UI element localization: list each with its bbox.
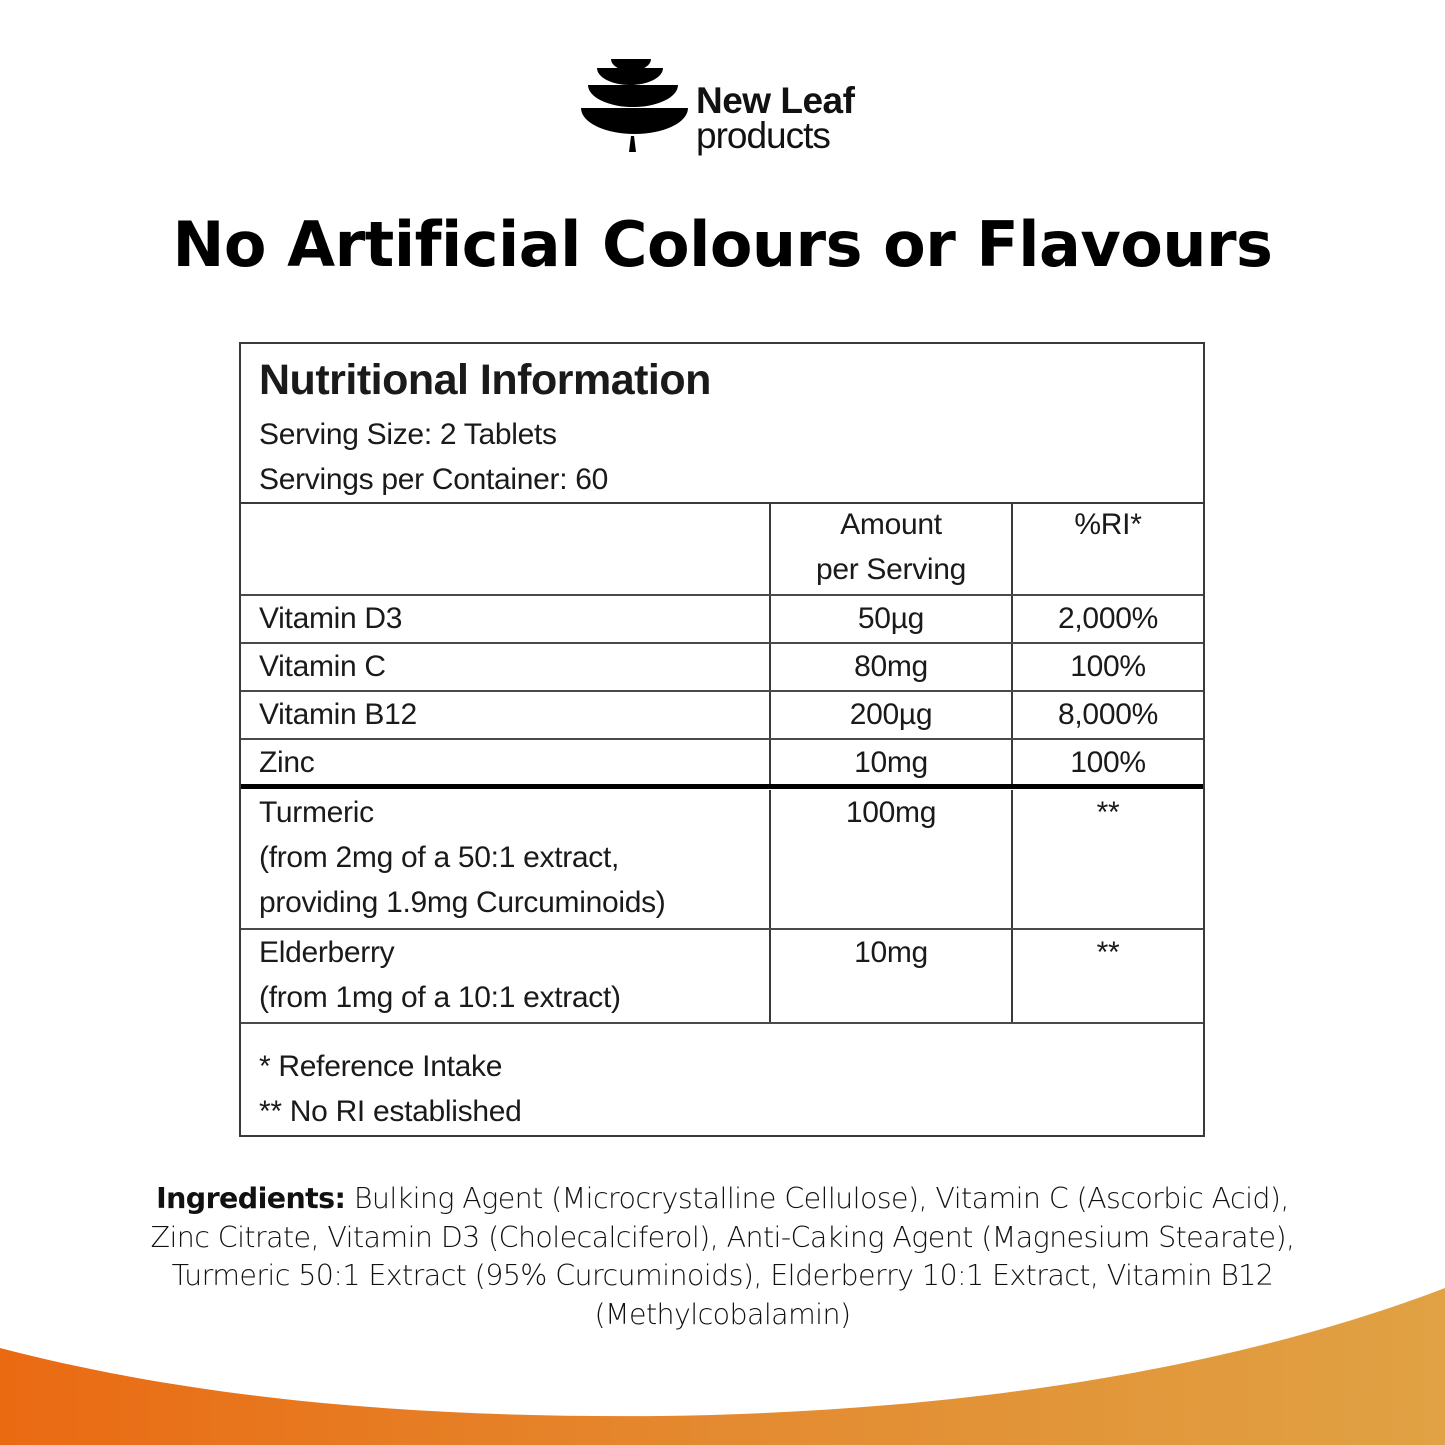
extract-detail: providing 1.9mg Curcuminoids) xyxy=(259,886,666,919)
ingredients-label: Ingredients: xyxy=(156,1182,346,1215)
footnote-no-ri: ** No RI established xyxy=(259,1095,522,1128)
table-row xyxy=(241,930,1203,1024)
amount-header-line1: Amount xyxy=(840,508,942,541)
ingredients-text: Bulking Agent (Microcrystalline Cellulose), Vitamin C (Ascorbic Acid), Zinc Citrate, Vitamin D3 (Cholecalciferol), Anti-Caking Agent (Magnesium Stearate), Turmeric 50:1 Extract (95% Curcuminoids), Elderberry 10:1 Extract, Vitamin B12 (Methylcobalamin) xyxy=(150,1182,1295,1331)
ri-column-header: %RI* xyxy=(1074,508,1142,541)
orange-swoosh-decoration xyxy=(0,1280,1445,1445)
stacked-leaf-bowls-icon xyxy=(580,52,690,158)
brand-name: New Leaf xyxy=(696,80,855,121)
nutrient-amount: 50µg xyxy=(771,596,1013,642)
table-row xyxy=(241,596,1203,644)
table-row xyxy=(241,644,1203,692)
nutrient-ri: 100% xyxy=(1070,746,1146,779)
brand-logo xyxy=(580,52,880,162)
extract-title: Turmeric xyxy=(259,796,374,829)
nutrient-amount: 10mg xyxy=(771,740,1013,784)
nutrient-name: Vitamin D3 xyxy=(241,596,771,642)
servings-per-container: Servings per Container: 60 xyxy=(259,463,609,496)
nutrient-name: Vitamin C xyxy=(241,644,771,690)
nutrition-table xyxy=(239,342,1205,1137)
nutrient-name: Vitamin B12 xyxy=(241,692,771,738)
footnote-reference-intake: * Reference Intake xyxy=(259,1050,503,1083)
extract-amount: 10mg xyxy=(771,930,1013,1022)
brand-subtitle: products xyxy=(696,115,830,156)
table-row xyxy=(241,692,1203,740)
nutrient-amount: 200µg xyxy=(771,692,1013,738)
amount-header-line2: per Serving xyxy=(815,553,967,586)
page-headline: No Artificial Colours or Flavours xyxy=(172,208,1273,281)
amount-column-header xyxy=(771,502,1013,594)
table-row xyxy=(241,740,1203,789)
nutrient-ri: 8,000% xyxy=(1058,698,1158,731)
nutrient-ri: 100% xyxy=(1070,650,1146,683)
extract-ri: ** xyxy=(1096,796,1120,829)
extract-ri: ** xyxy=(1096,936,1120,969)
nutrient-name: Zinc xyxy=(241,740,771,784)
extract-detail: (from 2mg of a 50:1 extract, xyxy=(259,841,620,874)
extract-amount: 100mg xyxy=(771,790,1013,928)
nutrition-title: Nutritional Information xyxy=(259,356,711,404)
extract-detail: (from 1mg of a 10:1 extract) xyxy=(259,981,621,1014)
nutrient-column-header xyxy=(241,502,771,594)
nutrient-amount: 80mg xyxy=(771,644,1013,690)
serving-size: Serving Size: 2 Tablets xyxy=(259,418,557,451)
extract-title: Elderberry xyxy=(259,936,395,969)
table-row xyxy=(241,790,1203,930)
column-header-row xyxy=(241,502,1203,596)
extract-name xyxy=(241,790,771,928)
nutrition-header xyxy=(241,344,1203,504)
extract-name xyxy=(241,930,771,1022)
nutrient-ri: 2,000% xyxy=(1058,602,1158,635)
